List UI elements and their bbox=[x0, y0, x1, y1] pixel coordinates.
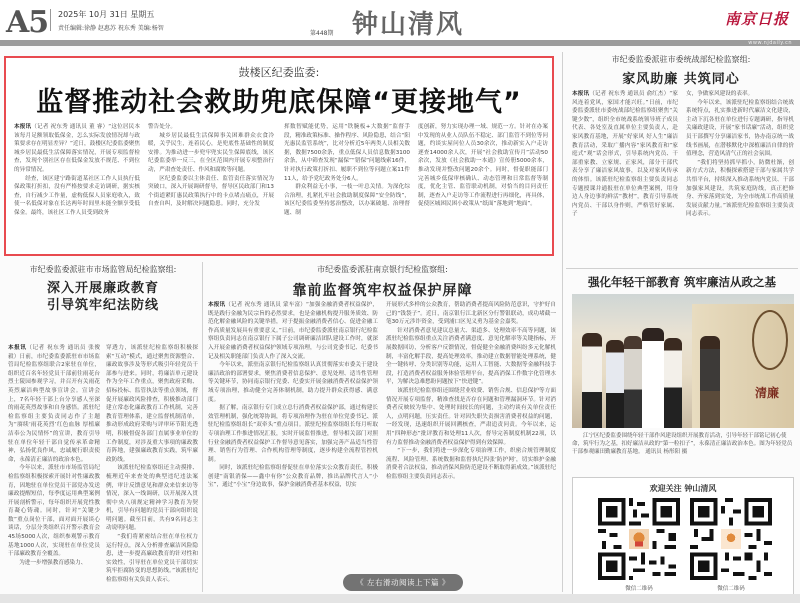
article3-column-1 bbox=[208, 301, 378, 591]
news-photo[interactable] bbox=[572, 294, 794, 428]
byline: 本报讯 bbox=[8, 345, 27, 351]
photo-headline[interactable]: 强化年轻干部教育 筑牢廉洁从政之基 bbox=[587, 275, 776, 289]
article-paragraph: 开展形式多样的公众教育，帮助消费者提高风险防范意识，守护好自己的“钱袋子”。近日，南京银行江北新区分行警银联动，成功堵截一笔30万元涉诈资金，受到浦口区见义勇为基金会嘉奖。 bbox=[386, 302, 556, 326]
wechat-qr-code[interactable] bbox=[598, 498, 680, 580]
sidebar-column-1 bbox=[572, 90, 678, 262]
article2-headline-line1: 深入开展廉政教育 bbox=[46, 281, 159, 296]
article-paragraph: 今年以来，该派驻纪检监察组结合统战系统特点，扎实推进新时代廉洁文化建设，主动下沉各驻在单位进行专题调研，指导机关廉政建设，开展“家书话廉”活动，组织党员干部撰写分享廉洁家书，协办南京统一战线书画展，在潜移默化中深植廉洁自律的价值理念，营造风清气正的社会氛围。 bbox=[686, 99, 794, 158]
sidebar-column-2 bbox=[686, 90, 794, 262]
article-paragraph: 今年以来，派驻市市场监管局纪检监察组积极探索开展针对性廉政教育，因地驻在单位党员干部党办发送廉政提醒短信，每季度运用典型案例开展剖析警示，每年组织开展党性教育凝心铸魂。同时，针对“关键少数”重点岗位干部，面对面开展谈心谈话，分层分类组织召开警示教育会45场5000人次，组织参观警示教育基地1000人次，实现驻在单位党员干部廉政教育全覆盖。 bbox=[8, 465, 100, 558]
article2-headline[interactable] bbox=[8, 280, 198, 314]
swipe-navigation-hint[interactable]: 《 左右滑动阅读上下篇 》 bbox=[343, 574, 463, 591]
column-divider bbox=[562, 52, 563, 592]
article-paragraph: 穿透力，该派驻纪检监察组积极探索“互动”模式，通过聚焦资源整合、廉政故事涉及等形式吸引年轻党员干部参与进来。同时，将廉洁单元建设作为全年工作重点，聚焦政府采购、招标投标、监管执法等重点领域，督促开展廉政风险排查，积极推动部门建立常态化廉政教育工作机制，完善教育管理体系，建立监督机制清单，推动形成政府采购与评审环节阳光透明，积极督促各部门直属事业单位的工作制度，对涉及重大事项的廉政教育阵地，建强廉政教育实践，筑牢廉政防线。 bbox=[106, 345, 198, 463]
article-paragraph: 今年以来，派驻南京银行纪检监察组认真贯彻落实市委关于建设廉洁政治的部署要求，聚焦消费者信息保护、意见处理、适当性管理等关键环节，协同南京银行党委、纪委实开展金融消费者权益保护领域专项治理，推动健全完善体制机制，助力提升群众获得感、满意度。 bbox=[208, 362, 378, 403]
column-divider bbox=[202, 262, 203, 592]
sidebar-headline[interactable]: 家风助廉 共筑同心 bbox=[622, 72, 740, 87]
article-paragraph: 该派驻纪检监察组还主动摸排、梳理近年来查处的典型违纪违法案例，审计反馈意见和群众来信来访等情况，深入一线调研，以开展深入贯彻中央八项规定精神学习教育为契机，引导有问题的党员干部向组织说明问题。截至目前，共有9名同志主动说明问题。 bbox=[106, 465, 198, 532]
masthead bbox=[0, 0, 800, 40]
person-figure bbox=[624, 336, 642, 428]
photo-caption: 江宁区纪委监委围绕年轻干部作风建设组织开展教育活动，引导年轻干部铭记初心使命，筑牢行为之基，扣好廉洁从政的“第一粒扣子”，永葆清正廉洁政治本色。图为年轻党员干部参观廉田勤廉教育基地。 通讯员 杨彤阳 摄 bbox=[572, 433, 793, 455]
page-number: A5 bbox=[6, 5, 49, 40]
article-paragraph: 经查，该区建宁路街道某社区工作人员执行低保政策打折扣，没有严格按要求走访调研，据实核查，自行减少工作量，虚构低保人员家庭收入，致使一名低保对象在长达两年时间里未能全额享受低保金。最终，该社区工作人员受到政务 bbox=[14, 175, 140, 216]
sidebar-kicker: 市纪委监委派驻市委统战部纪检监察组: bbox=[611, 55, 751, 64]
wechat-qr-code[interactable] bbox=[690, 498, 772, 580]
person-figure bbox=[582, 333, 602, 428]
article-paragraph: 本报讯（记者 祝东秀 通讯员 俞红杰）“家风连着党风，家国才能兴旺。”日前，市纪委监委派驻市委统战部纪检监察组聚焦“关键少数”，组织全市统战系统领导班子成员代表、各处室及直属单位主要负责人，赴家风教育基地，开展“好家风 好人生”廉洁教育活动，采取广播内容“家风教育和”家庭式“观”话会形式，引导系统内党员、干部重家教、立家规、正家风，部分干部代表分享了廉洁家风故事，以及对家风传承的体悟。该派驻纪检监察组主要负责同志专题授课并通报驻在单位典型案例，用身边人身边事的鲜活“教材”，教育引导系统内党员、干部以身作则，严格管好家属、子 bbox=[572, 91, 678, 218]
lead-article[interactable] bbox=[4, 56, 554, 256]
article-paragraph: “我们将坚持抓早抓小，防微杜渐，创新方式方法，积极探索搭建干部与家属共学共悟平台，持续深入推动系统内党员、干部加强家风建设，共筑家庭防线，真正把修身、齐家落到实处，为全市统战工作高质量发展贡献力量。”该派驻纪检监察组主要负责同志表示。 bbox=[686, 159, 794, 218]
section-divider bbox=[566, 268, 798, 269]
newspaper-logo: 南京日报 bbox=[725, 10, 790, 28]
article-paragraph: 针对消费者意见建议总量大、渠道多、处理效率不高等问题，该派驻纪检监察组重点关注消费者满意度、意见化解率等关键指标，开展数据回访，分析客户反馈情况，督促健全金融消费纠纷多元化解机制，丰富化解手段，提高处理效率，推动建立数据智能处理系统，健全一键转呼、分类识别等功能，运用人工智能、大数据等金融科技手段，打造消费者权益服务体验管理平台，提高消保工作数字化管理水平，为解决急难愁盼问题按下“快进键”。 bbox=[386, 327, 556, 386]
site-url: www.njdaily.cn bbox=[748, 40, 792, 46]
article-paragraph: 本报讯（记者 祝东秀 通讯员 张俊毅）日前，市纪委监委派驻市市场监管局纪检监察组联合2家驻在单位，组织近百名年轻党员干部前往雨花台烈士陵园参观学习，并召开有关雨花英烈廉洁典型故事宣讲会。宣讲会上，7名年轻干部上台分享感人至深的雨花英烈故事和自身感悟。派驻纪检监察组主要负责同志作了主题为“赓续‘雨花英烈’红色血脉 厚植廉洁奉公为民情怀”的宣讲，教育引导驻在单位年轻干部自觉传承革命精神，弘扬优良作风，忠诚履行职责使命，永葆清正廉洁的政治本色。 bbox=[8, 345, 100, 463]
article2-headline-line2: 引导筑牢纪法防线 bbox=[46, 298, 159, 313]
section-title: 钟山清风 bbox=[352, 10, 465, 40]
article-paragraph: 区纪委监委以主体责任、监管责任落实情况为突破口，深入开展调研督导，督导区民政部门和13个街道紧盯惠民政策执行中的卡点堵点痛点，开展自查自纠，及时解决问题隐患。同时，充分发 bbox=[148, 175, 274, 208]
page-bottom-bar bbox=[0, 594, 800, 603]
article-paragraph: 挥数智赋能优势，运用“铁腕板+大数据”监督手段，精准政策标准、操作程序、风险隐患，结合“阳光惠民监管系统”，比对分析近5年两类人员相关数据，数据7500余条，重点低保人员信息数据3100余条，从中筛查发现“漏保”“错保”问题线索16件，针对执行政策打折扣、履职不到位等问题立案11件11人，给予党纪政务处分6人。 bbox=[284, 124, 410, 182]
article-paragraph: 群众利益无小事，一枝一叶总关情。为深化综合治理，扎紧扎牢社会救助制度保障“安全防线”，该区纪委监委坚持惩治整改，以办案破题、治理督题、制 bbox=[284, 184, 410, 216]
article-paragraph: “下一步，我们将进一步深化专项治理工作，织密合规管理制度流程、风险管理、系统数据和监督执纪四张‘防护网’，切实维护金融消费者合法权益，推动消保风险防范建设不断取得新成效。”该派驻纪检监察组主要负责同志表示。 bbox=[386, 448, 556, 480]
qr-code-panel bbox=[572, 477, 794, 595]
byline: 本报讯 bbox=[14, 124, 32, 130]
issue-number: 第448期 bbox=[310, 30, 334, 37]
byline: 本报讯 bbox=[572, 91, 590, 97]
person-figure bbox=[664, 338, 682, 428]
lead-column-3 bbox=[284, 123, 410, 251]
article2-column-2 bbox=[106, 344, 198, 590]
article-paragraph: 女，争做家风建设的表率。 bbox=[686, 91, 754, 97]
article3-headline[interactable]: 靠前监督筑牢权益保护屏障 bbox=[292, 283, 473, 299]
editor-credits: 责任编辑:徐静 赵惠苏 祝东秀 美编:杨智 bbox=[58, 25, 164, 32]
issue-date: 2025年 10月 31日 星期五 bbox=[58, 10, 155, 19]
masthead-divider bbox=[50, 9, 51, 31]
guide-figure bbox=[700, 336, 720, 428]
article3-kicker: 市纪委监委派驻南京银行纪检监察组: bbox=[317, 265, 448, 274]
lead-kicker: 鼓楼区纪委监委: bbox=[238, 66, 320, 79]
qr-label: 微信二维码 bbox=[625, 586, 653, 592]
lead-column-1 bbox=[14, 123, 140, 251]
article2-column-1 bbox=[8, 344, 100, 590]
person-figure bbox=[642, 328, 664, 428]
article-paragraph: “我们将紧密结合驻在单位权力运行特点，深入分析排查廉洁风险隐患，进一步提高廉政教育的针对性和实效性，引导驻在单位党员干部切实筑牢拒腐防变的思想防线。”该派驻纪检监察组有关负责人表示。 bbox=[106, 534, 198, 584]
person-figure bbox=[606, 340, 624, 428]
byline: 本报讯 bbox=[208, 302, 226, 308]
qr-panel-title: 欢迎关注 钟山清风 bbox=[649, 484, 717, 493]
qr-label: 微信二维码 bbox=[717, 586, 745, 592]
article-paragraph: 该派驻纪检监察组还围绕营业收费、销售合规、信息保护等方面情况开展专项监督，精准查找是否存在问题和管理漏洞环节。针对消费者反映较为集中、处理时间较长的问题，主动约谈有关单位责任人，点明问题，压实责任。针对因失职失责损害消费者权益的问题，一经发现，迅速组织开展回溯核查，严肃追责问责。今年以来，运用“四种形态”批评教育和处理11人次，督导完善制度机制22项，以有力监督推动金融消费者权益保护得到有效保障。 bbox=[386, 387, 556, 446]
article-paragraph: 城乡居民最低生活保障事关困难群众衣食冷暖，关乎民生，连着民心，是兜底性基础性的制度安排。为推动进一步兜牢兜实民生保障底线，该区纪委监委举一反三，在全区范围内开展专项整治行动，严肃查处责任、作风和腐败等问题。 bbox=[148, 132, 274, 173]
article-paragraph: 本报讯（记者 祝东秀 通讯员 董 睿）“这位居民本该每月足额领取低保金，怎么实际发放情况却与政策要求存在明显差异？”近日，鼓楼区纪委监委聚焦城乡居民最低生活保障落实情况，开展专项监督检查，发现个别社区存在低保金发放不规范、不到位的异常情况。 bbox=[14, 124, 140, 173]
article2-kicker: 市纪委监委派驻市市场监管局纪检监察组: bbox=[29, 265, 177, 274]
round-window-decoration bbox=[752, 310, 788, 370]
lead-column-2 bbox=[148, 123, 274, 251]
article-paragraph: 警告处分。 bbox=[148, 124, 176, 130]
lead-headline: 监督推动社会救助兜底保障“更接地气” bbox=[36, 87, 522, 118]
article-paragraph: 据了解，南京银行专门成立总行消费者权益保护部，通过构建长效管理机制，强化统筹协调，将专项治理作为驻在单位党委书记、派驻纪检监察组组长“双牵头”重点项目。派驻纪检监察组组长每月听取专项治理工作推进情况汇报，实时开展监督推进，督导相关部门对照行业金融消费者权益保护工作督导意见落实，加强完善产品适当性管理、销售行为管理、合作机构管理等制度，逐步构建全流程管控机制。 bbox=[208, 405, 378, 463]
article-paragraph: 本报讯（记者 祝东秀 通讯员 蒙车富）“加强金融消费者权益保护，既是践行金融为民宗旨的必然要求，也是金融机构提升服务质效、防范化解金融风险的关键举措，对于提振金融消费者信心、促进金融工作高质量发展具有重要意义。”日前，市纪委监委派驻南京银行纪检监察组负责同志在南京银行下属子公司调研廉洁团队建设工作时，就深入开展金融消费者权益保护领域专项治理，与公司党委书记、纪委书记及相关职能部门负责人作了深入交流。 bbox=[208, 302, 378, 360]
article-paragraph: 度创新，努力实现办理一域、规范一方。针对在办案中发现的从业人员队伍不稳定、部门监管不到位等问题，约谈实屋问位人员30余次，推动新实入户走访逐查14000余人次，开展“社会救助宣传月”活动50余次，发放《社会救助一本通》宣传册5000余本，推动发现并整改问题20余个。同时，督促职能部门完善城乡低保审核确认、动态管理和日常监督等制度，优化主管、监管联动机制，对恰当的目问责任制，逐查入户走访等工作流程进行再细化，再具体，促使区城困民困小政策从“纸面”落地到“地面”。 bbox=[418, 124, 548, 208]
calligraphy-art: 清廉 bbox=[755, 386, 780, 400]
article-paragraph: 同时，该派驻纪检监察组督促驻在单位落实公众教育责任，积极创建“南银消保——鑫中有你”公众教育品牌，推出品牌代言人“小宝”，通过“小宝”身边故事，保护金融消费者基本权益，切实 bbox=[208, 465, 378, 489]
article-paragraph: 为进一步增强教育感染力、 bbox=[19, 559, 87, 566]
masthead-bar bbox=[0, 40, 800, 46]
article3-column-2 bbox=[386, 301, 556, 591]
lead-column-4 bbox=[418, 123, 548, 251]
